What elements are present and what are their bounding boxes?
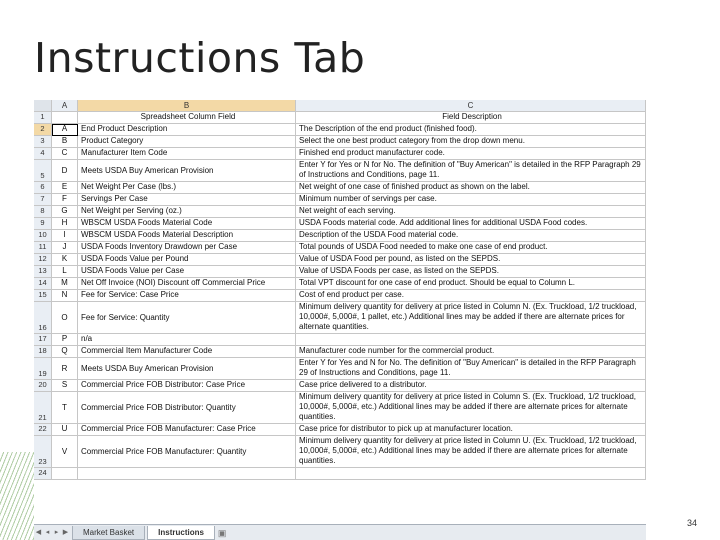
table-row xyxy=(34,302,646,334)
table-row xyxy=(34,380,646,392)
row-number[interactable]: 16 xyxy=(34,302,52,334)
cell-field-name[interactable]: Manufacturer Item Code xyxy=(78,148,296,160)
cell-field-description[interactable]: Enter Y for Yes or N for No. The definition of "Buy American" is detailed in the RFP Paragraph 29 of Instructions and Conditions, page 11. xyxy=(296,160,646,182)
cell-field-name[interactable]: End Product Description xyxy=(78,124,296,136)
row-number[interactable]: 24 xyxy=(34,468,52,480)
row-number[interactable]: 20 xyxy=(34,380,52,392)
table-row xyxy=(34,218,646,230)
tab-instructions[interactable]: Instructions xyxy=(147,526,215,540)
cell-field-description[interactable]: USDA Foods material code. Add additional lines for additional USDA Food codes. xyxy=(296,218,646,230)
cell-field-name[interactable]: USDA Foods Inventory Drawdown per Case xyxy=(78,242,296,254)
cell-column-letter[interactable]: S xyxy=(52,380,78,392)
cell-field-name[interactable]: Net Weight Per Case (lbs.) xyxy=(78,182,296,194)
table-row xyxy=(34,334,646,346)
cell-column-letter[interactable]: T xyxy=(52,392,78,424)
row-number[interactable]: 19 xyxy=(34,358,52,380)
cell-field-description[interactable]: Select the one best product category from the drop down menu. xyxy=(296,136,646,148)
cell-field-description[interactable]: Value of USDA Foods per case, as listed on the SEPDS. xyxy=(296,266,646,278)
cell-column-letter[interactable]: U xyxy=(52,424,78,436)
table-row xyxy=(34,468,646,480)
row-number[interactable]: 5 xyxy=(34,160,52,182)
table-row xyxy=(34,266,646,278)
select-all-corner[interactable] xyxy=(34,100,52,112)
cell-column-letter[interactable]: L xyxy=(52,266,78,278)
row-number[interactable]: 7 xyxy=(34,194,52,206)
sheet-tab-bar xyxy=(34,524,646,540)
row-number[interactable]: 8 xyxy=(34,206,52,218)
table-row xyxy=(34,206,646,218)
row-number[interactable]: 11 xyxy=(34,242,52,254)
row-number[interactable]: 1 xyxy=(34,112,52,124)
cell-field-description[interactable]: Total VPT discount for one case of end product. Should be equal to Column L. xyxy=(296,278,646,290)
cell-column-letter[interactable]: M xyxy=(52,278,78,290)
row-number[interactable]: 18 xyxy=(34,346,52,358)
cell-field-description[interactable]: Field Description xyxy=(296,112,646,124)
cell-column-letter[interactable]: P xyxy=(52,334,78,346)
cell-field-name[interactable]: Commercial Price FOB Distributor: Case Price xyxy=(78,380,296,392)
next-sheet-icon[interactable]: ▸ xyxy=(54,528,59,536)
cell-field-description[interactable]: Minimum delivery quantity for delivery at price listed in Column U. (Ex. Truckload, 1/2 truckload, 10,000#, 5,000#, etc.) Additional lines may be added if there are alternate prices for alternate quantities. xyxy=(296,436,646,468)
cell-field-name[interactable]: Meets USDA Buy American Provision xyxy=(78,160,296,182)
table-row xyxy=(34,136,646,148)
table-row xyxy=(34,278,646,290)
cell-column-letter[interactable]: O xyxy=(52,302,78,334)
row-number[interactable]: 22 xyxy=(34,424,52,436)
table-row xyxy=(34,346,646,358)
table-row xyxy=(34,392,646,424)
table-row xyxy=(34,242,646,254)
cell-column-letter[interactable]: D xyxy=(52,160,78,182)
row-number[interactable]: 2 xyxy=(34,124,52,136)
row-number[interactable]: 23 xyxy=(34,436,52,468)
cell-field-name[interactable]: USDA Foods Value per Pound xyxy=(78,254,296,266)
cell-column-letter[interactable]: J xyxy=(52,242,78,254)
cell-field-name[interactable]: Net Off Invoice (NOI) Discount off Commercial Price xyxy=(78,278,296,290)
spreadsheet-screenshot xyxy=(34,100,646,540)
cell-field-name[interactable]: Servings Per Case xyxy=(78,194,296,206)
column-header-row xyxy=(34,100,646,112)
cell-field-name[interactable]: Spreadsheet Column Field xyxy=(78,112,296,124)
insert-sheet-icon[interactable]: ▣ xyxy=(217,527,227,538)
cell-field-name[interactable]: n/a xyxy=(78,334,296,346)
row-number[interactable]: 9 xyxy=(34,218,52,230)
prev-sheet-icon[interactable]: ◂ xyxy=(45,528,50,536)
cell-field-description[interactable]: Net weight of each serving. xyxy=(296,206,646,218)
cell-column-letter[interactable]: N xyxy=(52,290,78,302)
cell-field-name[interactable]: Commercial Price FOB Manufacturer: Case Price xyxy=(78,424,296,436)
row-number[interactable]: 3 xyxy=(34,136,52,148)
cell-column-letter[interactable]: V xyxy=(52,436,78,468)
table-row xyxy=(34,436,646,468)
cell-field-description[interactable]: Net weight of one case of finished product as shown on the label. xyxy=(296,182,646,194)
cell-field-description[interactable]: Minimum delivery quantity for delivery at price listed in Column S. (Ex. Truckload, 1/2 truckload, 10,000#, 5,000#, etc.) Additional lines may be added if there are alternate prices for alternate quantities. xyxy=(296,392,646,424)
table-row xyxy=(34,160,646,182)
column-header-b[interactable]: B xyxy=(78,100,296,112)
row-number[interactable]: 17 xyxy=(34,334,52,346)
page-number: 34 xyxy=(687,518,698,528)
sheet-rows xyxy=(34,112,646,480)
table-row xyxy=(34,194,646,206)
cell-column-letter[interactable]: K xyxy=(52,254,78,266)
table-row xyxy=(34,124,646,136)
cell-column-letter[interactable] xyxy=(52,112,78,124)
cell-column-letter[interactable]: G xyxy=(52,206,78,218)
cell-field-name[interactable]: Product Category xyxy=(78,136,296,148)
cell-field-name[interactable]: Commercial Price FOB Distributor: Quantity xyxy=(78,392,296,424)
cell-field-description[interactable]: Minimum delivery quantity for delivery at price listed in Column N. (Ex. Truckload, 1/2 truckload, 10,000#, 5,000#, 1 pallet, etc.) Additional lines may be added if there are alternate prices for alternate quantities. xyxy=(296,302,646,334)
row-number[interactable]: 10 xyxy=(34,230,52,242)
last-sheet-icon[interactable]: ▶ xyxy=(62,528,69,536)
cell-field-name[interactable]: WBSCM USDA Foods Material Code xyxy=(78,218,296,230)
first-sheet-icon[interactable]: ◀ xyxy=(35,528,42,536)
decorative-stripes xyxy=(0,452,34,540)
slide-title: Instructions Tab xyxy=(34,34,366,82)
row-number[interactable]: 13 xyxy=(34,266,52,278)
row-number[interactable]: 4 xyxy=(34,148,52,160)
tab-market-basket[interactable]: Market Basket xyxy=(72,526,145,540)
cell-field-description[interactable] xyxy=(296,334,646,346)
column-header-c[interactable]: C xyxy=(296,100,646,112)
cell-field-description[interactable]: Description of the USDA Food material code. xyxy=(296,230,646,242)
cell-field-name[interactable]: Commercial Price FOB Manufacturer: Quantity xyxy=(78,436,296,468)
cell-column-letter[interactable]: A xyxy=(52,124,78,136)
cell-field-name[interactable]: Fee for Service: Quantity xyxy=(78,302,296,334)
cell-column-letter[interactable]: B xyxy=(52,136,78,148)
cell-column-letter[interactable]: C xyxy=(52,148,78,160)
cell-field-description[interactable]: Finished end product manufacturer code. xyxy=(296,148,646,160)
cell-field-description[interactable]: The Description of the end product (finished food). xyxy=(296,124,646,136)
cell-field-name[interactable]: Fee for Service: Case Price xyxy=(78,290,296,302)
cell-field-description[interactable]: Total pounds of USDA Food needed to make one case of end product. xyxy=(296,242,646,254)
row-number[interactable]: 15 xyxy=(34,290,52,302)
table-row xyxy=(34,182,646,194)
table-row xyxy=(34,254,646,266)
cell-field-description[interactable]: Cost of end product per case. xyxy=(296,290,646,302)
cell-column-letter[interactable]: Q xyxy=(52,346,78,358)
table-row xyxy=(34,424,646,436)
cell-column-letter[interactable]: I xyxy=(52,230,78,242)
table-row xyxy=(34,358,646,380)
row-number[interactable]: 6 xyxy=(34,182,52,194)
cell-field-description[interactable]: Manufacturer code number for the commercial product. xyxy=(296,346,646,358)
row-number[interactable]: 14 xyxy=(34,278,52,290)
cell-field-name[interactable]: Commercial Item Manufacturer Code xyxy=(78,346,296,358)
cell-column-letter[interactable]: F xyxy=(52,194,78,206)
table-row xyxy=(34,148,646,160)
cell-field-name[interactable]: Meets USDA Buy American Provision xyxy=(78,358,296,380)
cell-column-letter[interactable] xyxy=(52,468,78,480)
cell-field-description[interactable]: Enter Y for Yes and N for No. The definition of "Buy American" is detailed in the RFP Paragraph 29 of Instructions and Conditions, page 11. xyxy=(296,358,646,380)
cell-field-description[interactable]: Minimum number of servings per case. xyxy=(296,194,646,206)
cell-field-description[interactable] xyxy=(296,468,646,480)
cell-field-description[interactable]: Case price for distributor to pick up at manufacturer location. xyxy=(296,424,646,436)
table-row xyxy=(34,290,646,302)
cell-field-name[interactable] xyxy=(78,468,296,480)
cell-field-name[interactable]: WBSCM USDA Foods Material Description xyxy=(78,230,296,242)
cell-field-name[interactable]: Net Weight per Serving (oz.) xyxy=(78,206,296,218)
row-number[interactable]: 21 xyxy=(34,392,52,424)
column-header-a[interactable]: A xyxy=(52,100,78,112)
row-number[interactable]: 12 xyxy=(34,254,52,266)
cell-column-letter[interactable]: R xyxy=(52,358,78,380)
cell-field-description[interactable]: Case price delivered to a distributor. xyxy=(296,380,646,392)
cell-column-letter[interactable]: E xyxy=(52,182,78,194)
table-row xyxy=(34,230,646,242)
table-row xyxy=(34,112,646,124)
cell-field-description[interactable]: Value of USDA Food per pound, as listed on the SEPDS. xyxy=(296,254,646,266)
cell-column-letter[interactable]: H xyxy=(52,218,78,230)
cell-field-name[interactable]: USDA Foods Value per Case xyxy=(78,266,296,278)
